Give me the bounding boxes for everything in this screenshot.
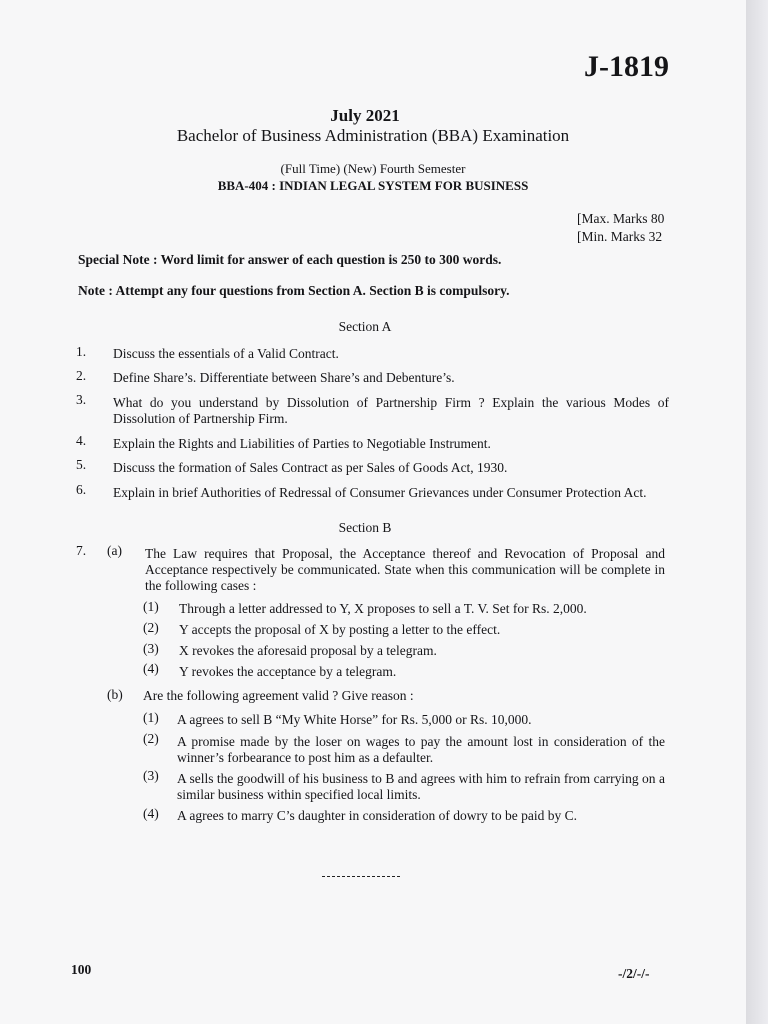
question-number: 6. [76,482,87,497]
min-marks: [Min. Marks 32 [577,229,663,244]
section-b-heading: Section B [338,520,392,535]
item-text: A promise made by the loser on wages to pay the amount lost in consideration of the winner’s forbearance to post him as a defaulter. [177,734,665,765]
part-a-text: The Law requires that Proposal, the Acceptance thereof and Revocation of Proposal and Acceptance respectively be communicated. State when this communication will be complete in the following cases : [145,546,665,593]
part-label: (a) [107,543,122,558]
item-text: Through a letter addressed to Y, X proposes to sell a T. V. Set for Rs. 2,000. [179,601,587,616]
page-edge-shadow [746,0,768,1024]
part-label: (b) [107,687,123,702]
item-number: (1) [143,710,159,725]
item-text: Y revokes the acceptance by a telegram. [179,664,397,679]
exam-month: July 2021 [330,106,400,125]
item-number: (4) [143,661,159,676]
question-number: 3. [76,392,87,407]
footer-page-marker: -/2/-/- [618,966,650,981]
item-text: X revokes the aforesaid proposal by a telegram. [179,643,437,658]
question-text: Discuss the formation of Sales Contract as per Sales of Goods Act, 1930. [113,460,508,475]
item-number: (3) [143,768,159,783]
item-number: (3) [143,641,159,656]
item-number: (2) [143,731,159,746]
question-text: Define Share’s. Differentiate between Share’s and Debenture’s. [113,370,455,385]
special-note: Special Note : Word limit for answer of each question is 250 to 300 words. [78,252,502,267]
paper-title: BBA-404 : INDIAN LEGAL SYSTEM FOR BUSINESS [217,178,529,193]
item-number: (1) [143,599,159,614]
marks-block [577,210,664,246]
general-note: Note : Attempt any four questions from Section A. Section B is compulsory. [78,283,510,298]
item-text: A sells the goodwill of his business to B and agrees with him to refrain from carrying on a similar business within specified local limits. [177,771,665,802]
item-text: Y accepts the proposal of X by posting a letter to the effect. [179,622,501,637]
question-text: Explain the Rights and Liabilities of Parties to Negotiable Instrument. [113,436,491,451]
item-text: A agrees to sell B “My White Horse” for Rs. 5,000 or Rs. 10,000. [177,712,532,727]
question-number: 4. [76,433,87,448]
semester-line: (Full Time) (New) Fourth Semester [280,161,466,176]
max-marks: [Max. Marks 80 [577,211,665,226]
footer-copies: 100 [71,962,92,977]
item-text: A agrees to marry C’s daughter in consideration of dowry to be paid by C. [177,808,578,823]
item-number: (4) [143,806,159,821]
section-a-heading: Section A [338,319,392,334]
item-number: (2) [143,620,159,635]
question-text: What do you understand by Dissolution of Partnership Firm ? Explain the various Modes of Dissolution of Partnership Firm. [113,395,669,426]
exam-title: Bachelor of Business Administration (BBA) Examination [176,126,570,145]
question-number: 2. [76,368,87,383]
part-b-text: Are the following agreement valid ? Give reason : [143,688,414,703]
paper-code: J-1819 [584,50,669,83]
question-text: Explain in brief Authorities of Redressal of Consumer Grievances under Consumer Protection Act. [113,485,647,500]
question-number: 5. [76,457,87,472]
end-divider [322,876,400,877]
question-number: 1. [76,344,87,359]
question-text: Discuss the essentials of a Valid Contract. [113,346,339,361]
question-number: 7. [76,543,87,558]
